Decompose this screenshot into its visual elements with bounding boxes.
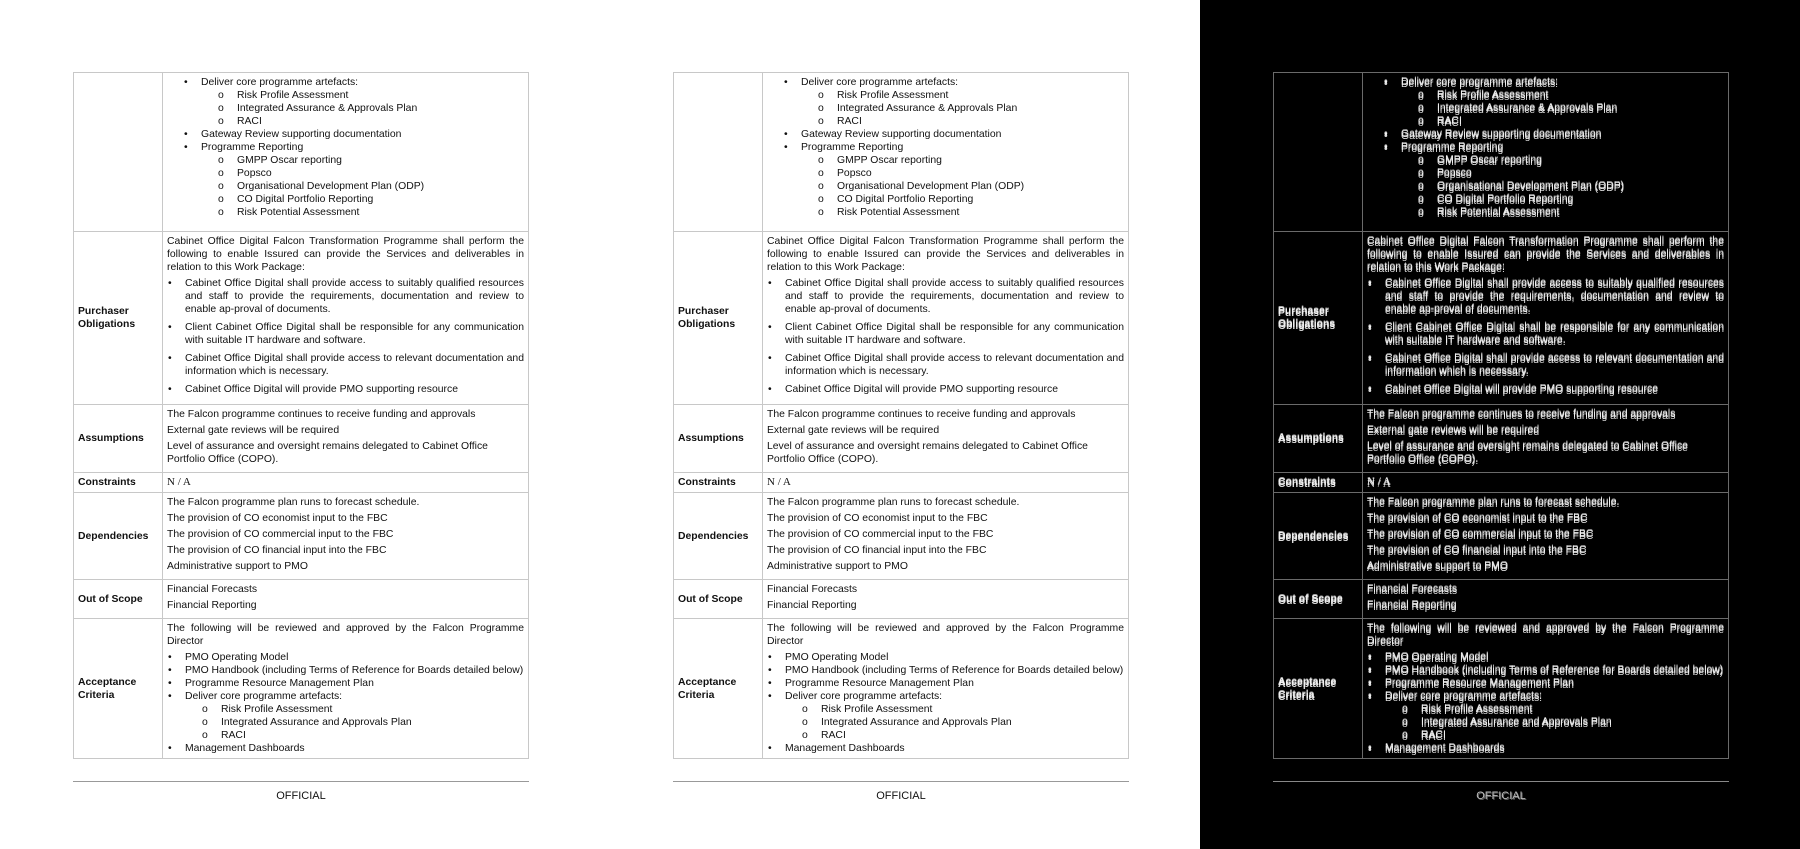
list-item-text: Programme Reporting xyxy=(1401,142,1504,153)
assumptions-line: Level of assurance and oversight remains delegated to Cabinet Office Portfolio Office (COPO). xyxy=(1367,441,1688,465)
sub-list-item: o Risk Potential Assessment xyxy=(237,206,524,219)
list-item xyxy=(1401,76,1724,128)
sub-list-item: o Integrated Assurance & Approvals Plan xyxy=(837,102,1124,115)
table-row xyxy=(74,580,529,619)
assumptions-line: External gate reviews will be required xyxy=(1367,425,1540,436)
list-item: • Cabinet Office Digital shall provide access to suitably qualified resources and staff to provide the requirements, documentation and review to enable ap-proval of documents. xyxy=(785,277,1124,316)
purchaser-obligations-cell xyxy=(763,232,1129,405)
deliverables-cell xyxy=(163,73,529,232)
row-header-constraints: Constraints xyxy=(1274,473,1363,493)
sub-list-item: o Risk Potential Assessment xyxy=(1437,206,1724,219)
row-header-assumptions: Assumptions xyxy=(674,405,763,473)
sub-list-item: o GMPP Oscar reporting xyxy=(237,154,524,167)
list-item-text: PMO Operating Model xyxy=(1385,652,1489,663)
assumptions-line: The Falcon programme continues to receive funding and approvals xyxy=(767,409,1076,420)
dependencies-line: Administrative support to PMO xyxy=(1367,561,1508,572)
purchaser-obligations-cell xyxy=(1363,232,1729,405)
list-item xyxy=(201,128,524,141)
sub-list-item: o Organisational Development Plan (ODP) xyxy=(237,180,524,193)
sub-list xyxy=(1401,154,1724,219)
footer-divider xyxy=(1273,781,1729,782)
table-row xyxy=(674,493,1129,580)
sub-list-item: o CO Digital Portfolio Reporting xyxy=(837,193,1124,206)
row-header-out-of-scope: Out of Scope xyxy=(74,580,163,619)
list-item-text: Deliver core programme artefacts: xyxy=(801,77,959,88)
list-item-text: PMO Operating Model xyxy=(785,652,889,663)
table-row xyxy=(674,619,1129,759)
list-item-text: Management Dashboards xyxy=(1385,743,1505,754)
sub-list-item: o GMPP Oscar reporting xyxy=(837,154,1124,167)
list-item xyxy=(185,664,524,677)
page-view-inverted xyxy=(1200,0,1800,849)
sub-list-item: o RACI xyxy=(1421,729,1724,742)
bullet-list xyxy=(1367,76,1724,219)
sub-list xyxy=(1401,89,1724,128)
dependencies-line: The provision of CO financial input into the FBC xyxy=(1367,545,1587,556)
row-header-dependencies: Dependencies xyxy=(674,493,763,580)
assumptions-cell xyxy=(1363,405,1729,473)
table-row xyxy=(674,73,1129,232)
list-item xyxy=(201,76,524,128)
table-row xyxy=(74,232,529,405)
sub-list xyxy=(201,154,524,219)
row-header-acceptance-criteria: Acceptance Criteria xyxy=(74,619,163,759)
assumptions-cell xyxy=(763,405,1129,473)
sub-list-item: o Popsco xyxy=(1437,167,1724,180)
list-item xyxy=(1385,664,1724,677)
list-item: • Client Cabinet Office Digital shall be responsible for any communication with suitable IT hardware and software. xyxy=(1385,321,1724,347)
bullet-list xyxy=(167,76,524,219)
acceptance-criteria-cell xyxy=(163,619,529,759)
out-of-scope-cell xyxy=(763,580,1129,619)
table-row xyxy=(1274,73,1729,232)
list-item-text: Programme Resource Management Plan xyxy=(785,678,974,689)
list-item xyxy=(801,128,1124,141)
list-item-text: Deliver core programme artefacts: xyxy=(201,77,359,88)
out-of-scope-line: Financial Reporting xyxy=(167,600,257,611)
table-row xyxy=(74,473,529,493)
list-item-text: PMO Handbook (including Terms of Reference for Boards detailed below) xyxy=(185,665,524,676)
sub-list-item: o Popsco xyxy=(837,167,1124,180)
list-item xyxy=(1385,677,1724,690)
out-of-scope-line: Financial Forecasts xyxy=(1367,584,1458,595)
list-item xyxy=(1385,742,1724,755)
list-item-text: PMO Operating Model xyxy=(185,652,289,663)
list-item: • Client Cabinet Office Digital shall be responsible for any communication with suitable IT hardware and software. xyxy=(785,321,1124,347)
dependencies-line: The Falcon programme plan runs to forecast schedule. xyxy=(167,497,420,508)
list-item xyxy=(785,690,1124,742)
table-row xyxy=(1274,473,1729,493)
purchaser-obligations-cell xyxy=(163,232,529,405)
dependencies-line: The provision of CO commercial input to the FBC xyxy=(1367,529,1594,540)
table-row xyxy=(1274,580,1729,619)
sub-list-item: o Risk Profile Assessment xyxy=(1437,89,1724,102)
assumptions-line: External gate reviews will be required xyxy=(767,425,940,436)
list-item-text: Deliver core programme artefacts: xyxy=(1401,77,1559,88)
sub-list xyxy=(801,154,1124,219)
sub-list-item: o Integrated Assurance & Approvals Plan xyxy=(237,102,524,115)
constraints-value: N / A xyxy=(763,473,1129,493)
dependencies-line: The provision of CO economist input to the FBC xyxy=(1367,513,1588,524)
assumptions-line: The Falcon programme continues to receive funding and approvals xyxy=(1367,409,1676,420)
table-row xyxy=(74,493,529,580)
list-item xyxy=(801,141,1124,219)
sub-list-item: o RACI xyxy=(237,115,524,128)
dependencies-line: The provision of CO commercial input to the FBC xyxy=(167,529,394,540)
acceptance-criteria-cell xyxy=(1363,619,1729,759)
list-item-text: Programme Resource Management Plan xyxy=(185,678,374,689)
list-item: • Cabinet Office Digital shall provide access to suitably qualified resources and staff to provide the requirements, documentation and review to enable ap-proval of documents. xyxy=(185,277,524,316)
dependencies-line: The provision of CO financial input into the FBC xyxy=(767,545,987,556)
document-page xyxy=(673,72,1129,759)
dependencies-line: The Falcon programme plan runs to forecast schedule. xyxy=(1367,497,1620,508)
row-header-dependencies: Dependencies xyxy=(74,493,163,580)
page-view-left xyxy=(0,0,600,849)
bullet-list xyxy=(1367,277,1724,396)
row-header-empty xyxy=(1274,73,1363,232)
list-item xyxy=(201,141,524,219)
document-page xyxy=(1273,72,1729,759)
table-row xyxy=(1274,405,1729,473)
table-row xyxy=(1274,493,1729,580)
sub-list-item: o Integrated Assurance and Approvals Plan xyxy=(221,716,524,729)
out-of-scope-line: Financial Reporting xyxy=(1367,600,1457,611)
sub-list-item: o Risk Profile Assessment xyxy=(237,89,524,102)
sub-list-item: o Integrated Assurance & Approvals Plan xyxy=(1437,102,1724,115)
sub-list-item: o Risk Profile Assessment xyxy=(837,89,1124,102)
row-header-purchaser-obligations: Purchaser Obligations xyxy=(74,232,163,405)
acceptance-intro: The following will be reviewed and approved by the Falcon Programme Director xyxy=(1367,623,1724,647)
bullet-list xyxy=(167,651,524,755)
sub-list xyxy=(201,89,524,128)
assumptions-cell xyxy=(163,405,529,473)
footer-classification: OFFICIAL xyxy=(1476,790,1526,802)
bullet-list xyxy=(767,277,1124,396)
row-header-dependencies: Dependencies xyxy=(1274,493,1363,580)
list-item: • Cabinet Office Digital shall provide access to suitably qualified resources and staff to provide the requirements, documentation and review to enable ap-proval of documents. xyxy=(1385,277,1724,316)
sub-list-item: o GMPP Oscar reporting xyxy=(1437,154,1724,167)
sub-list-item: o Organisational Development Plan (ODP) xyxy=(1437,180,1724,193)
out-of-scope-line: Financial Forecasts xyxy=(167,584,258,595)
sub-list-item: o Popsco xyxy=(237,167,524,180)
table-row xyxy=(74,619,529,759)
acceptance-intro: The following will be reviewed and approved by the Falcon Programme Director xyxy=(167,623,524,647)
row-header-purchaser-obligations: Purchaser Obligations xyxy=(674,232,763,405)
list-item-text: PMO Handbook (including Terms of Reference for Boards detailed below) xyxy=(785,665,1124,676)
dependencies-cell xyxy=(163,493,529,580)
sub-list-item: o RACI xyxy=(837,115,1124,128)
list-item xyxy=(785,742,1124,755)
row-header-constraints: Constraints xyxy=(674,473,763,493)
list-item xyxy=(185,742,524,755)
list-item xyxy=(785,664,1124,677)
list-item-text: Programme Reporting xyxy=(201,142,304,153)
sub-list xyxy=(185,703,524,742)
row-header-out-of-scope: Out of Scope xyxy=(674,580,763,619)
deliverables-cell xyxy=(1363,73,1729,232)
dependencies-line: Administrative support to PMO xyxy=(167,561,308,572)
sub-list-item: o RACI xyxy=(821,729,1124,742)
list-item-text: Programme Resource Management Plan xyxy=(1385,678,1574,689)
sub-list-item: o RACI xyxy=(221,729,524,742)
list-item-text: Deliver core programme artefacts: xyxy=(1385,691,1543,702)
list-item xyxy=(185,651,524,664)
sub-list xyxy=(801,89,1124,128)
sub-list-item: o Risk Profile Assessment xyxy=(821,703,1124,716)
row-header-acceptance-criteria: Acceptance Criteria xyxy=(674,619,763,759)
row-header-acceptance-criteria: Acceptance Criteria xyxy=(1274,619,1363,759)
list-item-text: Management Dashboards xyxy=(185,743,305,754)
list-item xyxy=(785,651,1124,664)
sub-list-item: o CO Digital Portfolio Reporting xyxy=(1437,193,1724,206)
work-package-table xyxy=(73,72,529,759)
list-item xyxy=(185,677,524,690)
list-item-text: Gateway Review supporting documentation xyxy=(201,129,402,140)
row-header-empty xyxy=(74,73,163,232)
sub-list-item: o Risk Profile Assessment xyxy=(1421,703,1724,716)
list-item xyxy=(185,690,524,742)
list-item xyxy=(1385,690,1724,742)
sub-list-item: o Organisational Development Plan (ODP) xyxy=(837,180,1124,193)
row-header-assumptions: Assumptions xyxy=(1274,405,1363,473)
bullet-list xyxy=(767,76,1124,219)
row-header-empty xyxy=(674,73,763,232)
list-item-text: Deliver core programme artefacts: xyxy=(185,691,343,702)
list-item-text: PMO Handbook (including Terms of Reference for Boards detailed below) xyxy=(1385,665,1724,676)
sub-list-item: o Risk Potential Assessment xyxy=(837,206,1124,219)
row-header-purchaser-obligations: Purchaser Obligations xyxy=(1274,232,1363,405)
list-item xyxy=(1401,128,1724,141)
list-item-text: Deliver core programme artefacts: xyxy=(785,691,943,702)
table-row xyxy=(674,580,1129,619)
purchaser-intro: Cabinet Office Digital Falcon Transformation Programme shall perform the following to enable Issured can provide the Services and deliverables in relation to this Work Package: xyxy=(167,236,524,273)
sub-list-item: o CO Digital Portfolio Reporting xyxy=(237,193,524,206)
dependencies-line: The Falcon programme plan runs to forecast schedule. xyxy=(767,497,1020,508)
table-row xyxy=(1274,619,1729,759)
dependencies-line: The provision of CO economist input to the FBC xyxy=(767,513,988,524)
list-item-text: Programme Reporting xyxy=(801,142,904,153)
list-item xyxy=(785,677,1124,690)
sub-list xyxy=(785,703,1124,742)
dependencies-line: The provision of CO economist input to the FBC xyxy=(167,513,388,524)
list-item: • Cabinet Office Digital will provide PMO supporting resource xyxy=(185,383,524,396)
bullet-list xyxy=(1367,651,1724,755)
row-header-out-of-scope: Out of Scope xyxy=(1274,580,1363,619)
list-item: • Client Cabinet Office Digital shall be responsible for any communication with suitable IT hardware and software. xyxy=(185,321,524,347)
footer-classification: OFFICIAL xyxy=(276,790,326,802)
page-view-middle xyxy=(600,0,1200,849)
dependencies-line: The provision of CO financial input into the FBC xyxy=(167,545,387,556)
sub-list-item: o Integrated Assurance and Approvals Plan xyxy=(1421,716,1724,729)
out-of-scope-line: Financial Reporting xyxy=(767,600,857,611)
table-row xyxy=(674,232,1129,405)
dependencies-line: The provision of CO commercial input to the FBC xyxy=(767,529,994,540)
list-item: • Cabinet Office Digital shall provide access to relevant documentation and information which is necessary. xyxy=(785,352,1124,378)
out-of-scope-cell xyxy=(163,580,529,619)
footer-divider xyxy=(673,781,1129,782)
list-item-text: Gateway Review supporting documentation xyxy=(1401,129,1602,140)
footer-classification: OFFICIAL xyxy=(876,790,926,802)
list-item: • Cabinet Office Digital shall provide access to relevant documentation and information which is necessary. xyxy=(1385,352,1724,378)
assumptions-line: The Falcon programme continues to receive funding and approvals xyxy=(167,409,476,420)
assumptions-line: Level of assurance and oversight remains delegated to Cabinet Office Portfolio Office (COPO). xyxy=(167,441,488,465)
list-item: • Cabinet Office Digital will provide PMO supporting resource xyxy=(1385,383,1724,396)
table-row xyxy=(674,405,1129,473)
document-page xyxy=(73,72,529,759)
dependencies-cell xyxy=(1363,493,1729,580)
sub-list-item: o Integrated Assurance and Approvals Plan xyxy=(821,716,1124,729)
bullet-list xyxy=(767,651,1124,755)
bullet-list xyxy=(167,277,524,396)
purchaser-intro: Cabinet Office Digital Falcon Transformation Programme shall perform the following to enable Issured can provide the Services and deliverables in relation to this Work Package: xyxy=(767,236,1124,273)
list-item-text: Gateway Review supporting documentation xyxy=(801,129,1002,140)
dependencies-line: Administrative support to PMO xyxy=(767,561,908,572)
acceptance-criteria-cell xyxy=(763,619,1129,759)
footer-divider xyxy=(73,781,529,782)
list-item xyxy=(1385,651,1724,664)
constraints-value: N / A xyxy=(163,473,529,493)
table-row xyxy=(74,405,529,473)
assumptions-line: Level of assurance and oversight remains delegated to Cabinet Office Portfolio Office (COPO). xyxy=(767,441,1088,465)
list-item: • Cabinet Office Digital shall provide access to relevant documentation and information which is necessary. xyxy=(185,352,524,378)
list-item xyxy=(1401,141,1724,219)
list-item-text: Management Dashboards xyxy=(785,743,905,754)
work-package-table xyxy=(673,72,1129,759)
out-of-scope-cell xyxy=(1363,580,1729,619)
purchaser-intro: Cabinet Office Digital Falcon Transformation Programme shall perform the following to enable Issured can provide the Services and deliverables in relation to this Work Package: xyxy=(1367,236,1724,273)
list-item: • Cabinet Office Digital will provide PMO supporting resource xyxy=(785,383,1124,396)
dependencies-cell xyxy=(763,493,1129,580)
out-of-scope-line: Financial Forecasts xyxy=(767,584,858,595)
acceptance-intro: The following will be reviewed and approved by the Falcon Programme Director xyxy=(767,623,1124,647)
sub-list-item: o Risk Profile Assessment xyxy=(221,703,524,716)
row-header-assumptions: Assumptions xyxy=(74,405,163,473)
assumptions-line: External gate reviews will be required xyxy=(167,425,340,436)
table-row xyxy=(1274,232,1729,405)
table-row xyxy=(74,73,529,232)
sub-list xyxy=(1385,703,1724,742)
work-package-table xyxy=(1273,72,1729,759)
row-header-constraints: Constraints xyxy=(74,473,163,493)
deliverables-cell xyxy=(763,73,1129,232)
table-row xyxy=(674,473,1129,493)
constraints-value: N / A xyxy=(1363,473,1729,493)
list-item xyxy=(801,76,1124,128)
sub-list-item: o RACI xyxy=(1437,115,1724,128)
